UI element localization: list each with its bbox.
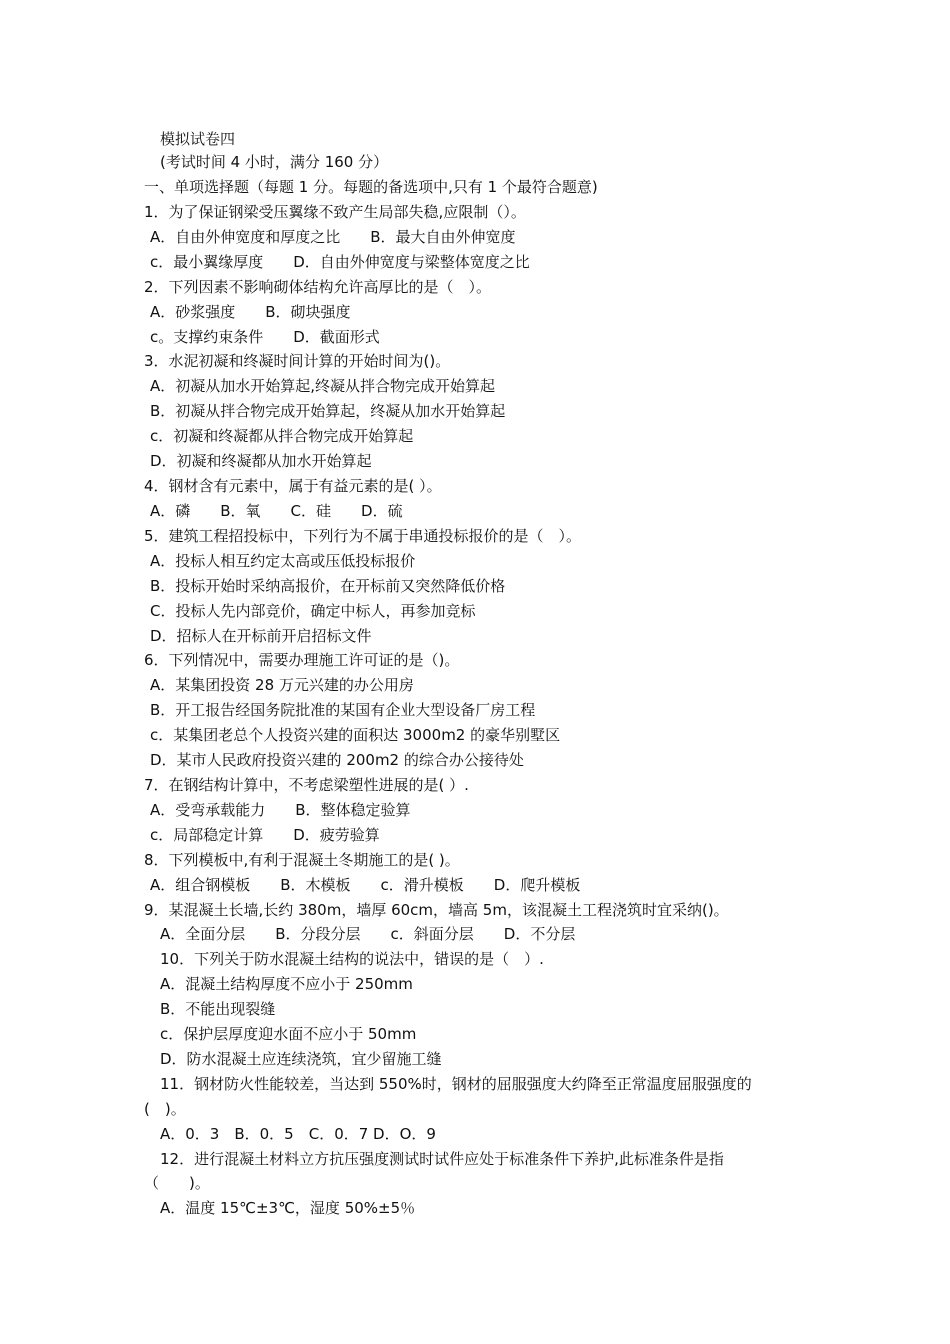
section-heading: 一、单项选择题（每题 1 分。每题的备选项中,只有 1 个最符合题意)	[144, 178, 598, 196]
question-11-continued: ( )。	[144, 1100, 186, 1118]
question-2: 2．下列因素不影响砌体结构允许高厚比的是（ ）。	[144, 278, 492, 296]
question-11-options: A．0．3 B．0．5 C．0．7 D．O．9	[160, 1125, 436, 1143]
question-9: 9．某混凝土长墙,长约 380m，墙厚 60cm，墙高 5m，该混凝土工程浇筑时宜采纳()。	[144, 901, 729, 919]
question-8-options: A．组合钢模板 B．木模板 c．滑升模板 D．爬升模板	[150, 876, 581, 894]
question-10-option-d: D．防水混凝土应连续浇筑，宜少留施工缝	[160, 1050, 442, 1068]
question-11: 11．钢材防火性能较差，当达到 550%时，钢材的屈服强度大约降至正常温度屈服强度的	[160, 1075, 752, 1093]
question-7-options-c-d: c．局部稳定计算 D．疲劳验算	[150, 826, 380, 844]
question-10-option-b: B．不能出现裂缝	[160, 1000, 276, 1018]
question-12: 12．进行混凝土材料立方抗压强度测试时试件应处于标准条件下养护,此标准条件是指	[160, 1150, 724, 1168]
question-7-options-a-b: A．受弯承载能力 B．整体稳定验算	[150, 801, 411, 819]
question-12-option-a: A．温度 15℃±3℃，湿度 50%±5％	[160, 1199, 416, 1217]
question-3-option-b: B．初凝从拌合物完成开始算起，终凝从加水开始算起	[150, 402, 506, 420]
question-6-option-c: c．某集团老总个人投资兴建的面积达 3000m2 的豪华别墅区	[150, 726, 561, 744]
question-3-option-a: A．初凝从加水开始算起,终凝从拌合物完成开始算起	[150, 377, 496, 395]
exam-title: 模拟试卷四	[160, 130, 236, 148]
exam-info: (考试时间 4 小时，满分 160 分）	[160, 153, 389, 171]
question-2-options-a-b: A．砂浆强度 B．砌块强度	[150, 303, 351, 321]
question-6-option-d: D．某市人民政府投资兴建的 200m2 的综合办公接待处	[150, 751, 524, 769]
question-8: 8．下列模板中,有利于混凝土冬期施工的是( )。	[144, 851, 460, 869]
question-6-option-a: A．某集团投资 28 万元兴建的办公用房	[150, 676, 414, 694]
question-3: 3．水泥初凝和终凝时间计算的开始时间为()。	[144, 352, 451, 370]
question-5-option-a: A．投标人相互约定太高或压低投标报价	[150, 552, 416, 570]
question-10-option-c: c．保护层厚度迎水面不应小于 50mm	[160, 1025, 417, 1043]
question-4-options: A．磷 B．氧 C．硅 D．硫	[150, 502, 403, 520]
question-5-option-c: C．投标人先内部竞价，确定中标人，再参加竞标	[150, 602, 476, 620]
question-6: 6．下列情况中，需要办理施工许可证的是（)。	[144, 651, 460, 669]
question-2-options-c-d: c。支撑约束条件 D．截面形式	[150, 328, 380, 346]
question-5: 5．建筑工程招投标中，下列行为不属于串通投标报价的是（ ）。	[144, 527, 582, 545]
question-10-option-a: A．混凝土结构厚度不应小于 250mm	[160, 975, 413, 993]
question-1-options-c-d: c．最小翼缘厚度 D．自由外伸宽度与梁整体宽度之比	[150, 253, 530, 271]
question-3-option-c: c．初凝和终凝都从拌合物完成开始算起	[150, 427, 414, 445]
question-6-option-b: B．开工报告经国务院批准的某国有企业大型设备厂房工程	[150, 701, 536, 719]
question-5-option-b: B．投标开始时采纳高报价，在开标前又突然降低价格	[150, 577, 506, 595]
question-3-option-d: D．初凝和终凝都从加水开始算起	[150, 452, 372, 470]
question-1-options-a-b: A．自由外伸宽度和厚度之比 B．最大自由外伸宽度	[150, 228, 516, 246]
question-1: 1．为了保证钢梁受压翼缘不致产生局部失稳,应限制（）。	[144, 203, 526, 221]
question-10: 10．下列关于防水混凝土结构的说法中，错误的是（ ）.	[160, 950, 544, 968]
question-9-options: A．全面分层 B．分段分层 c．斜面分层 D．不分层	[160, 925, 576, 943]
question-7: 7．在钢结构计算中，不考虑梁塑性进展的是( ）.	[144, 776, 469, 794]
question-12-continued: （ )。	[144, 1174, 210, 1192]
question-5-option-d: D．招标人在开标前开启招标文件	[150, 627, 372, 645]
question-4: 4．钢材含有元素中，属于有益元素的是( ）。	[144, 477, 442, 495]
